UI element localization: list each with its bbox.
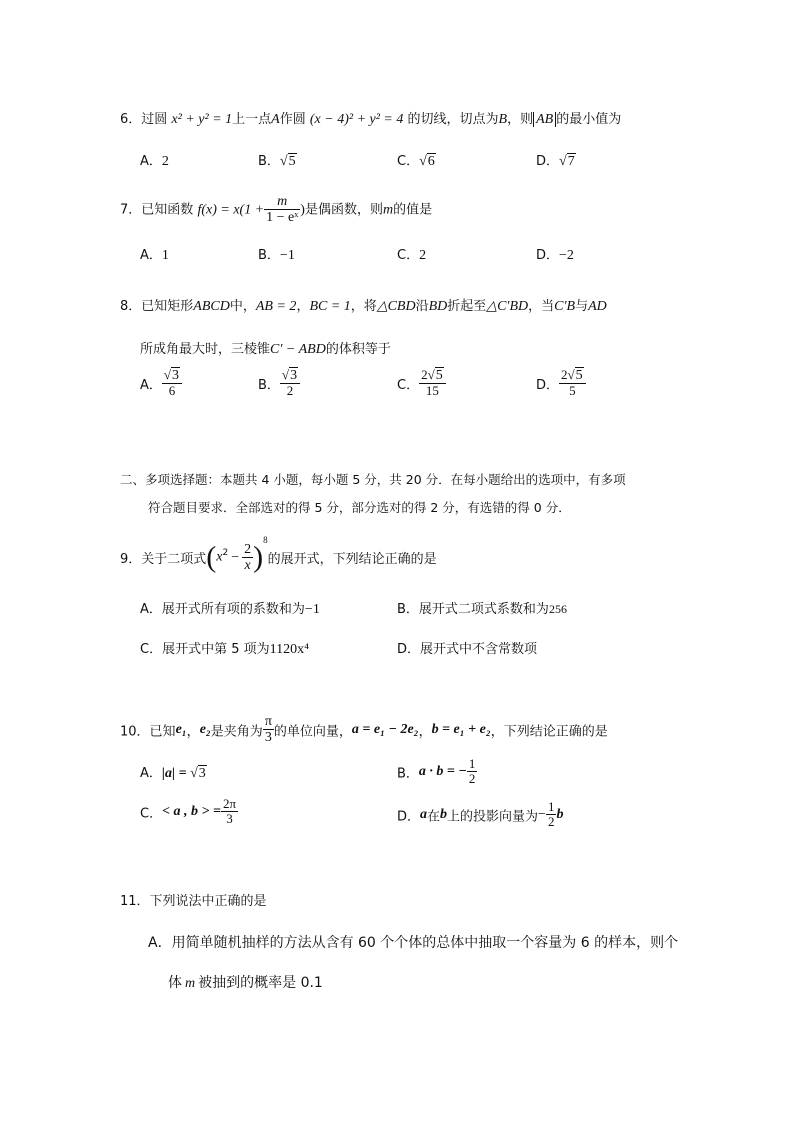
q7-number: 7． xyxy=(120,202,142,218)
q9-number: 9． xyxy=(120,552,142,567)
q11-option-a-line2: 体 m 被抽到的概率是 0.1 xyxy=(168,975,323,991)
q8-option-d: D． $\frac{2√5}{5}$ xyxy=(536,368,586,399)
q7-option-b: B．−1 xyxy=(258,248,295,263)
q9-stem: 9．关于二项式($x^2$ − $\frac{2}{x}$ )$^8$的展开式，下列结论正确的是 xyxy=(120,535,437,574)
q10-option-c: C．< a , b > = $\frac{2\pi}{3}$ xyxy=(140,796,237,827)
q10-option-b: B．a · b = − $\frac{1}{2}$ xyxy=(397,756,476,787)
q6-circle2: (x − 4)² + y² = 4 xyxy=(309,112,404,127)
q10-stem: 10．已知e₁，e₂是夹角为 $\frac{\pi}{3}$ 的单位向量，a = e₁ − 2e₂，b = e₁ + e₂，下列结论正确的是 xyxy=(120,714,608,746)
q6-option-a: A．2 xyxy=(140,154,169,169)
q9-option-d: D．展开式中不含常数项 xyxy=(397,642,538,657)
q9-exponent: 8 xyxy=(263,535,268,545)
q7-option-d: D．−2 xyxy=(536,248,574,263)
q6-circle1: x² + y² = 1 xyxy=(171,112,233,127)
q7-option-a: A．1 xyxy=(140,248,169,263)
q6-abs-ab: AB xyxy=(533,112,556,127)
q8-stem-line1: 8．已知矩形ABCD中，AB = 2，BC = 1，将△CBD沿BD折起至△C′BD，当C′B与AD xyxy=(120,299,607,314)
q6-number: 6． xyxy=(120,112,142,127)
section2-header-line1: 二、多项选择题：本题共 4 小题，每小题 5 分，共 20 分．在每小题给出的选项中，有多项 xyxy=(120,472,626,487)
section2-header-line2: 符合题目要求．全部选对的得 5 分，部分选对的得 2 分，有选错的得 0 分． xyxy=(148,500,571,515)
q11-option-a-line1: A．用简单随机抽样的方法从含有 60 个个体的总体中抽取一个容量为 6 的样本，则个 xyxy=(148,935,679,951)
q6-option-b: B．√5 xyxy=(258,154,296,169)
q11-stem: 11．下列说法中正确的是 xyxy=(120,894,267,909)
q10-option-a: A．|a| = √3 xyxy=(140,766,206,781)
q11-number: 11． xyxy=(120,894,150,909)
q10-option-d: D．a在b上的投影向量为− $\frac{1}{2}$ b xyxy=(397,799,564,830)
q8-option-a: A． $\frac{√3}{6}$ xyxy=(140,368,182,399)
q6-option-d: D．√7 xyxy=(536,154,575,169)
q7-fraction: $\frac{m}{\text{1 − eˣ}}$ xyxy=(266,194,299,226)
q9-option-b: B．展开式二项式系数和为256 xyxy=(397,602,567,617)
q8-stem-line2: 所成角最大时，三棱锥C′ − ABD的体积等于 xyxy=(140,342,391,357)
q7-option-c: C．2 xyxy=(397,248,427,263)
q8-option-b: B． $\frac{√3}{2}$ xyxy=(258,368,300,399)
q7-stem: 7．已知函数 f(x) = x(1 + $\frac{m}{\text{1 − eˣ}}$ )是偶函数，则m的值是 xyxy=(120,194,433,226)
q9-option-a: A．展开式所有项的系数和为−1 xyxy=(140,602,320,617)
q8-option-c: C． $\frac{2√5}{15}$ xyxy=(397,368,446,399)
q6-stem: 6．过圆 x² + y² = 1上一点A作圆 (x − 4)² + y² = 4 的切线，切点为B，则 AB 的最小值为 xyxy=(120,112,622,127)
q10-number: 10． xyxy=(120,724,150,740)
q6-option-c: C．√6 xyxy=(397,154,435,169)
q8-number: 8． xyxy=(120,299,142,314)
q9-option-c: C．展开式中第 5 项为1120x⁴ xyxy=(140,642,309,657)
q7-function: f(x) = x(1 + xyxy=(197,202,265,218)
